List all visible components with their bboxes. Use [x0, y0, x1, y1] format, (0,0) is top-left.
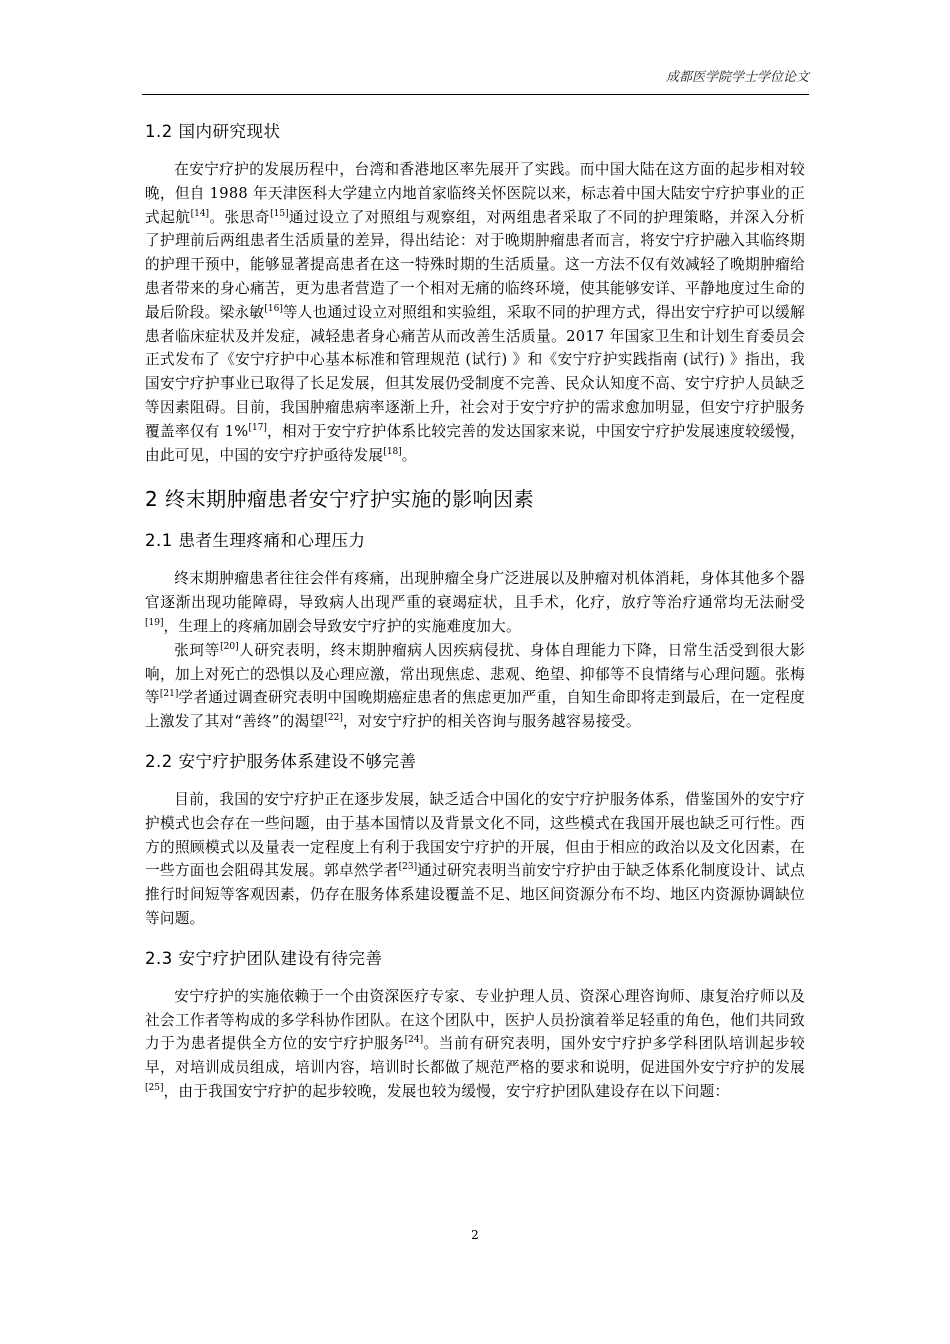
running-header: 成都医学院学士学位论文: [665, 70, 809, 85]
paragraph: [145, 985, 805, 1104]
citation-marker: [18]: [383, 446, 402, 457]
section-heading-2-2: 2.2 安宁疗护服务体系建设不够完善: [145, 751, 417, 771]
citation-marker: [25]: [145, 1083, 164, 1094]
text-run: 张珂等: [174, 641, 221, 659]
citation-marker: [20]: [220, 641, 239, 652]
citation-marker: [23]: [398, 862, 418, 873]
text-run: ，相对于安宁疗护体系比较完善的发达国家来说，中国安宁疗护发展速度较缓慢，由此可见，中国的安宁疗护亟待发展: [145, 422, 805, 464]
text-run: 通过研究表明当前安宁疗护由于缺乏体系化制度设计、试点推行时间短等客观因素，仍存在服务体系建设覆盖不足、地区间资源分布不均、地区内资源协调缺位等问题。: [145, 862, 805, 927]
text-run: 。: [401, 446, 417, 464]
citation-marker: [16]: [264, 303, 283, 314]
chapter-heading-2: 2 终末期肿瘤患者安宁疗护实施的影响因素: [145, 487, 535, 512]
text-run: 安宁疗护的实施依赖于一个由资深医疗专家、专业护理人员、资深心理咨询师、康复治疗师以及社会工作者等构成的多学科协作团队。在这个团队中，医护人员扮演着举足轻重的角色，他们共同致力于为患者提供全方位的安宁疗护服务: [145, 987, 805, 1053]
header-rule: [142, 94, 809, 95]
paragraph: [145, 567, 805, 638]
section-heading-2-1: 2.1 患者生理疼痛和心理压力: [145, 531, 366, 551]
paragraph: [145, 158, 805, 467]
text-run: ，对安宁疗护的相关咨询与服务越容易接受。: [342, 713, 641, 731]
paragraph: [145, 788, 805, 931]
main-content: [145, 120, 805, 1104]
text-run: 在安宁疗护的发展历程中，台湾和香港地区率先展开了实践。而中国大陆在这方面的起步相对较晚，但自 1988 年天津医科大学建立内地首家临终关怀医院以来，标志着中国大陆安宁疗护事业的正式起航: [145, 161, 805, 226]
text-run: 学者通过调查研究表明中国晚期癌症患者的焦虑更加严重，自知生命即将走到最后，在一定程度上激发了其对“善终”的渴望: [145, 689, 805, 731]
section-heading-2-3: 2.3 安宁疗护团队建设有待完善: [145, 948, 383, 968]
text-run: 终末期肿瘤患者往往会伴有疼痛，出现肿瘤全身广泛进展以及肿瘤对机体消耗，身体其他多个器官逐渐出现功能障碍，导致病人出现严重的衰竭症状，且手术，化疗，放疗等治疗通常均无法耐受: [145, 570, 805, 612]
citation-marker: [17]: [248, 422, 267, 433]
citation-marker: [14]: [190, 208, 210, 219]
text-run: 目前，我国的安宁疗护正在逐步发展，缺乏适合中国化的安宁疗护服务体系，借鉴国外的安宁疗护模式也会存在一些问题，由于基本国情以及背景文化不同，这些模式在我国开展也缺乏可行性。西方的照顾模式以及量表一定程度上有利于我国安宁疗护的开展，但由于相应的政治以及文化因素，在一些方面也会阻碍其发展。郭卓然学者: [145, 790, 805, 880]
paragraph: [145, 639, 805, 734]
text-run: 等人也通过设立对照组和实验组，采取不同的护理方式，得出安宁疗护可以缓解患者临床症状及并发症，减轻患者身心痛苦从而改善生活质量。2017 年国家卫生和计划生育委员会正式发布了《安宁疗护中心基本标准和管理规范 (试行) 》和《安宁疗护实践指南 (试行) 》指出，我国安宁疗护事业已取得了长足发展，但其发展仍受制度不完善、民众认知度不高、安宁疗护人员缺乏等因素阻碍。目前，我国肿瘤患病率逐渐上升，社会对于安宁疗护的需求愈加明显，但安宁疗护服务覆盖率仅有 1%: [145, 303, 805, 440]
citation-marker: [21]: [159, 689, 179, 700]
page-number: 2: [471, 1228, 479, 1242]
citation-marker: [19]: [145, 618, 164, 629]
section-heading-1-2: 1.2 国内研究现状: [145, 122, 281, 141]
text-run: ，由于我国安宁疗护的起步较晚，发展也较为缓慢，安宁疗护团队建设存在以下问题：: [163, 1082, 730, 1100]
text-run: 。当前有研究表明，国外安宁疗护多学科团队培训起步较早，对培训成员组成，培训内容，培训时长都做了规范严格的要求和说明，促进国外安宁疗护的发展: [145, 1035, 805, 1077]
text-run: 通过设立了对照组与观察组，对两组患者采取了不同的护理策略，并深入分析了护理前后两组患者生活质量的差异，得出结论：对于晚期肿瘤患者而言，将安宁疗护融入其临终期的护理干预中，能够显著提高患者在这一特殊时期的生活质量。这一方法不仅有效减轻了晚期肿瘤给患者带来的身心痛苦，更为患者营造了一个相对无痛的临终环境，使其能够安详、平静地度过生命的最后阶段。梁永敏: [145, 208, 806, 321]
text-run: 人研究表明，终末期肿瘤病人因疾病侵扰、身体自理能力下降，日常生活受到很大影响，加上对死亡的恐惧以及心理应激，常出现焦虑、悲观、绝望、抑郁等不良情绪与心理问题。张梅等: [145, 641, 806, 707]
text-run: ，生理上的疼痛加剧会导致安宁疗护的实施难度加大。: [163, 617, 521, 635]
text-run: 。张思奇: [209, 208, 271, 226]
citation-marker: [24]: [404, 1035, 424, 1046]
citation-marker: [22]: [324, 713, 343, 724]
citation-marker: [15]: [270, 208, 289, 219]
